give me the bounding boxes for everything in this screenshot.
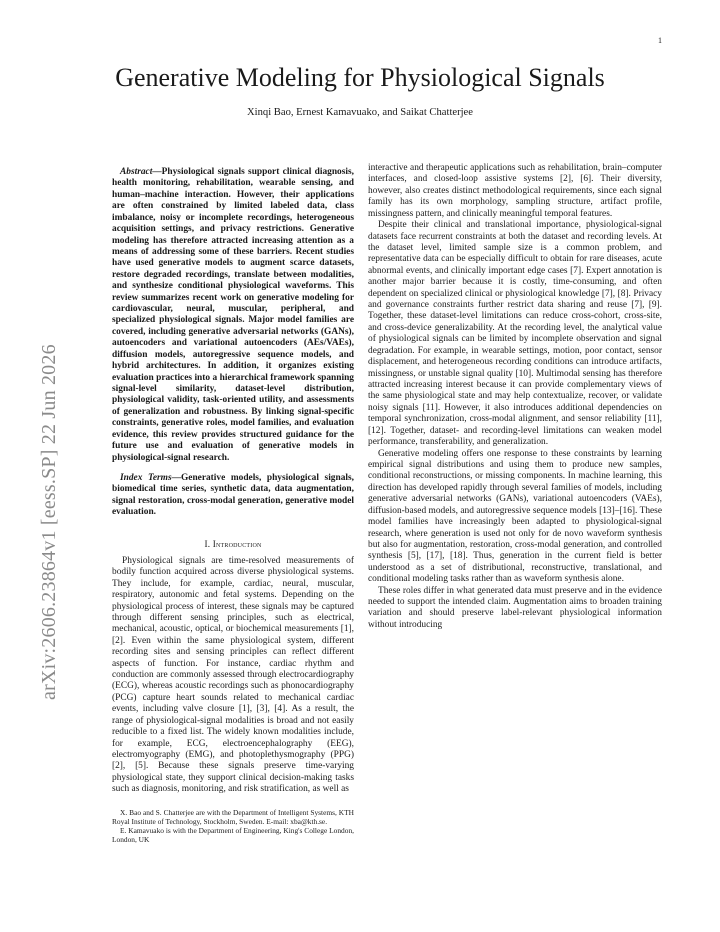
section-title: Introduction <box>212 538 262 549</box>
arxiv-identifier-stamp: arXiv:2606.23864v1 [eess.SP] 22 Jun 2026 <box>38 344 60 700</box>
abstract-text: Physiological signals support clinical diagnosis, health monitoring, rehabilitation, wearable sensing, and human–machine interaction. However, their applications are often constrained by limited labeled data, class imbalance, noisy or incomplete recordings, heterogeneous acquisition settings, and privacy restrictions. Generative modeling has therefore attracted increasing attention as a means of addressing some of these barriers. Recent studies have used generative models to augment scarce datasets, restore degraded recordings, translate between modalities, and synthesize conditional physiological waveforms. This review summarizes recent work on generative modeling for cardiovascular, neural, muscular, peripheral, and specialized physiological signals. Major model families are covered, including generative adversarial networks (GANs), autoencoders and variational autoencoders (AEs/VAEs), diffusion models, autoregressive sequence models, and hybrid architectures. In addition, it organizes existing evaluation practices into a hierarchical framework spanning signal-level similarity, dataset-level distribution, physiological validity, task-oriented utility, and assessments of generalization and robustness. By linking signal-specific constraints, generative roles, model families, and evaluation evidence, this review provides structured guidance for the future use and evaluation of generative models in physiological-signal research. <box>112 167 354 463</box>
right-column <box>368 163 662 631</box>
section-heading-introduction <box>112 539 354 550</box>
intro-paragraph-3: Generative modeling offers one response to these constraints by learning empirical signal distributions and using them to produce new samples, conditional reconstructions, or missing components. In machine learning, this direction has developed rapidly through several families of models, including generative adversarial networks (GANs), variational autoencoders (VAEs), diffusion-based models, and autoregressive sequence models [13]–[16]. These model families have increasingly been adapted to physiological-signal research, where generation is used not only for de novo waveform synthesis but also for augmentation, restoration, cross-modal generation, and controlled synthesis [5], [17], [18]. Thus, generation in the current field is better understood as a set of distributional, reconstructive, translational, and conditional modeling tasks rather than as waveform synthesis alone. <box>368 448 662 585</box>
author-affiliation-footnote <box>112 808 354 844</box>
paper-title: Generative Modeling for Physiological Signals <box>115 63 605 92</box>
section-numeral: I. <box>204 538 213 549</box>
intro-paragraph-1: Physiological signals are time-resolved measurements of bodily function acquired across diverse physiological systems. They include, for example, cardiac, neural, muscular, respiratory, autonomic and fetal systems. Depending on the physiological process of interest, these signals may be captured through different sensing principles, such as electrical, mechanical, acoustic, optical, or biochemical measurements [1], [2]. Even within the same physiological system, different recording sites and sensing principles can reflect different aspects of function. For instance, cardiac rhythm and conduction are commonly assessed through electrocardiography (ECG), whereas acoustic recordings such as phonocardiography (PCG) capture heart sounds related to mechanical cardiac events, including valve closure [1], [3], [4]. As a result, the range of physiological-signal modalities is broad and not easily reducible to a fixed list. The widely known modalities include, for example, ECG, electroencephalography (EEG), electromyography (EMG), and photoplethysmography (PPG) [2], [5]. Because these signals preserve time-varying physiological state, they support clinical decision-making tasks such as diagnosis, monitoring, and risk stratification, as well as <box>112 555 354 795</box>
paper-authors: Xinqi Bao, Ernest Kamavuako, and Saikat Chatterjee <box>247 107 473 118</box>
footnote-line-1: X. Bao and S. Chatterjee are with the Department of Intelligent Systems, KTH Royal Institute of Technology, Stockholm, Sweden. E-mail: xba@kth.se. <box>112 807 354 826</box>
index-terms-label: Index Terms <box>120 472 172 483</box>
page-number: 1 <box>658 36 662 45</box>
abstract: Abstract—Physiological signals support clinical diagnosis, health monitoring, rehabilitation, wearable sensing, and human–machine interaction. However, their applications are often constrained by limited labeled data, class imbalance, noisy or incomplete recordings, heterogeneous acquisition settings, and privacy restrictions. Generative modeling has therefore attracted increasing attention as a means of addressing some of these barriers. Recent studies have used generative models to augment scarce datasets, restore degraded recordings, translate between modalities, and synthesize conditional physiological waveforms. This review summarizes recent work on generative modeling for cardiovascular, neural, muscular, peripheral, and specialized physiological signals. Major model families are covered, including generative adversarial networks (GANs), autoencoders and variational autoencoders (AEs/VAEs), diffusion models, autoregressive sequence models, and hybrid architectures. In addition, it organizes existing evaluation practices into a hierarchical framework spanning signal-level similarity, dataset-level distribution, physiological validity, task-oriented utility, and assessments of generalization and robustness. By linking signal-specific constraints, generative roles, model families, and evaluation evidence, this review provides structured guidance for the future use and evaluation of generative models in physiological-signal research. <box>112 167 354 463</box>
intro-paragraph-4: These roles differ in what generated data must preserve and in the evidence needed to support the intended claim. Augmentation aims to broaden training variation and should preserve label-relevant physiological information without introducing <box>368 585 662 630</box>
intro-paragraph-2: Despite their clinical and translational importance, physiological-signal datasets face recurrent constraints at both the dataset and recording levels. At the dataset level, limited sample size is a common problem, and representative data can be especially difficult to obtain for rare diseases, acute abnormal events, and clinically important edge cases [7]. Expert annotation is another major barrier because it is costly, time-consuming, and often dependent on specialized clinical or physiological knowledge [7], [8]. Privacy and governance constraints further restrict data sharing and reuse [7], [9]. Together, these dataset-level limitations can reduce cross-cohort, cross-site, and cross-device generalizability. At the recording level, the analytical value of physiological signals can be limited by incomplete observation and signal degradation. For example, in wearable settings, motion, poor contact, sensor displacement, and heterogeneous recording conditions can introduce artifacts, missingness, or unstable signal quality [10]. Multimodal sensing has therefore attracted increasing interest because it can provide complementary views of the same physiological state and may help contextualize, recover, or validate noisy signals [11]. However, it also introduces additional dependencies on temporal synchronization, cross-modal alignment, and sensor reliability [11], [12]. Together, dataset- and recording-level limitations can weaken model performance, transferability, and generalization. <box>368 220 662 448</box>
footnote-line-2: E. Kamavuako is with the Department of Engineering, King's College London, London, UK <box>112 825 354 844</box>
index-terms: Index Terms—Generative models, physiological signals, biomedical time series, synthetic data, data augmentation, signal restoration, cross-modal generation, generative model evaluation. <box>112 472 354 518</box>
index-terms-text: Generative models, physiological signals, biomedical time series, synthetic data, data augmentation, signal restoration, cross-modal generation, generative model evaluation. <box>112 472 354 518</box>
intro-paragraph-1-continued: interactive and therapeutic applications such as rehabilitation, brain–computer interfaces, and closed-loop assistive systems [2], [6]. Their diversity, however, also creates distinct methodological requirements, since each signal family has its own morphology, sampling structure, artifact profile, missingness pattern, and clinically meaningful temporal features. <box>368 163 662 219</box>
left-column <box>112 167 354 844</box>
abstract-label: Abstract <box>120 167 153 177</box>
